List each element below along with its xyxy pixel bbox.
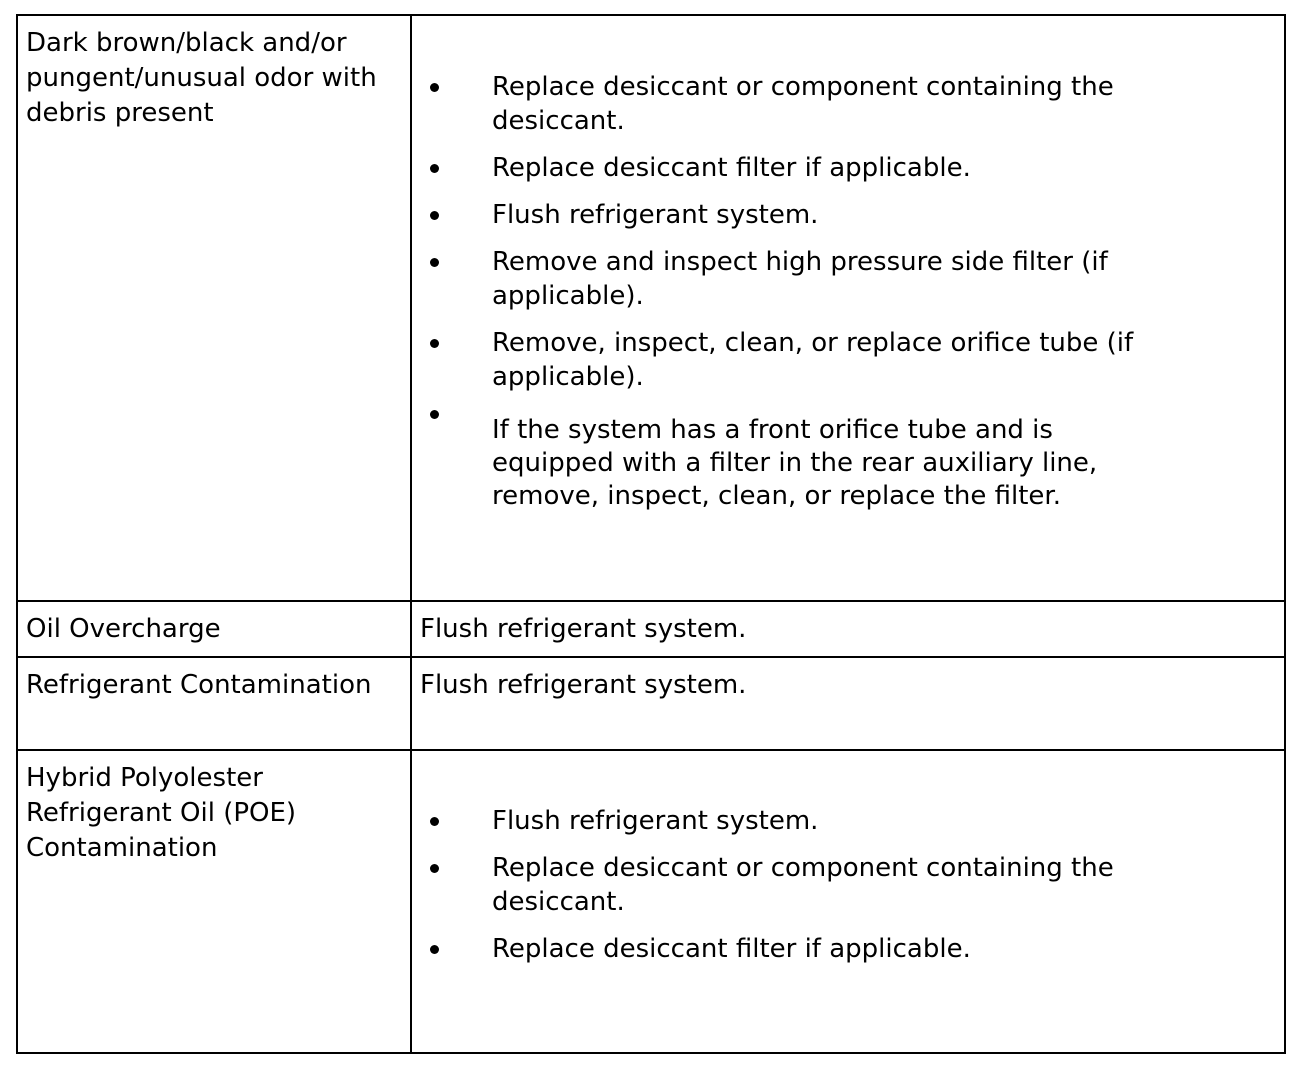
- bullet-icon: [430, 410, 439, 419]
- action-list: [420, 70, 1180, 526]
- column-divider: [410, 751, 412, 1054]
- column-divider: [410, 658, 412, 749]
- action-cell: Flush refrigerant system.: [420, 670, 747, 700]
- contamination-table: [16, 14, 1286, 1054]
- action-cell: Flush refrigerant system.: [420, 614, 747, 644]
- list-item: [420, 326, 1180, 394]
- list-item: [420, 932, 1180, 966]
- action-list: [420, 804, 1180, 979]
- condition-cell: Refrigerant Contamination: [26, 670, 372, 700]
- action-text: Flush refrigerant system.: [492, 200, 819, 230]
- action-text: Remove and inspect high pressure side filter (if applicable).: [492, 247, 1108, 311]
- list-item: [420, 414, 1180, 513]
- condition-cell: Oil Overcharge: [26, 614, 221, 644]
- list-item: [420, 851, 1180, 919]
- bullet-icon: [430, 258, 439, 267]
- table-row: [18, 751, 1284, 1054]
- bullet-icon: [430, 164, 439, 173]
- action-text: Flush refrigerant system.: [492, 806, 819, 836]
- bullet-icon: [430, 817, 439, 826]
- action-text: Replace desiccant filter if applicable.: [492, 153, 971, 183]
- action-text: Replace desiccant or component containing the desiccant.: [492, 72, 1114, 136]
- table-row: [18, 658, 1284, 751]
- list-item: [420, 70, 1180, 138]
- condition-cell: Dark brown/black and/or pungent/unusual odor with debris present: [26, 28, 377, 128]
- table-row: [18, 16, 1284, 602]
- table-row: [18, 602, 1284, 658]
- condition-cell: Hybrid Polyolester Refrigerant Oil (POE) Contamination: [26, 763, 297, 863]
- bullet-icon: [430, 945, 439, 954]
- list-item: [420, 151, 1180, 185]
- bullet-icon: [430, 864, 439, 873]
- list-item: [420, 198, 1180, 232]
- action-text: Replace desiccant or component containing the desiccant.: [492, 853, 1114, 917]
- bullet-icon: [430, 211, 439, 220]
- column-divider: [410, 16, 412, 600]
- column-divider: [410, 602, 412, 656]
- bullet-icon: [430, 83, 439, 92]
- action-text: Remove, inspect, clean, or replace orifice tube (if applicable).: [492, 328, 1134, 392]
- action-text: If the system has a front orifice tube and is equipped with a filter in the rear auxiliary line, remove, inspect, clean, or replace the filter.: [492, 415, 1098, 511]
- action-text: Replace desiccant filter if applicable.: [492, 934, 971, 964]
- list-item: [420, 804, 1180, 838]
- bullet-icon: [430, 339, 439, 348]
- list-item: [420, 245, 1180, 313]
